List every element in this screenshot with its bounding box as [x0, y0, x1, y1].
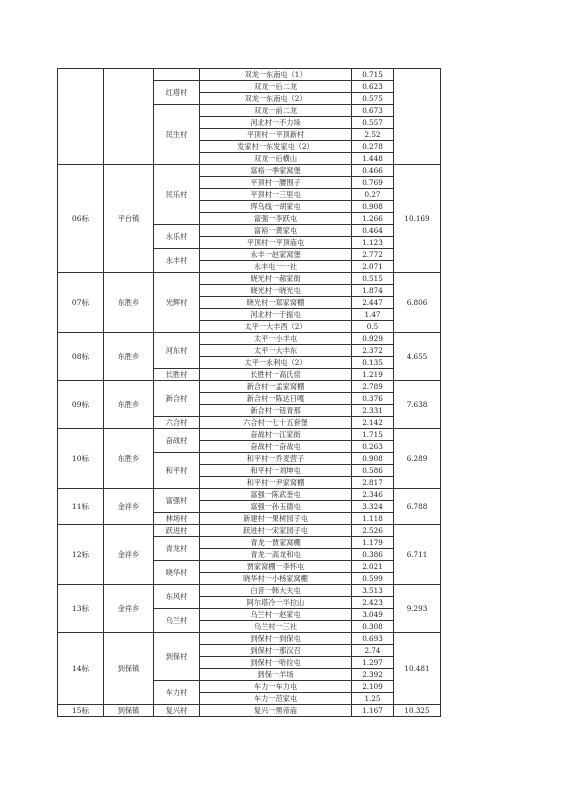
length-cell: 2.772 [352, 249, 394, 261]
section-cell: 06标 [58, 165, 104, 273]
table-row [58, 585, 441, 597]
village-cell: 跃进村 [154, 525, 200, 537]
road-cell: 双龙一东南屯（1） [200, 69, 352, 81]
road-cell: 到保村一那汉召 [200, 645, 352, 657]
road-cell: 双龙一前二龙 [200, 105, 352, 117]
total-cell: 10.169 [394, 165, 441, 273]
length-cell: 0.386 [352, 549, 394, 561]
village-cell: 河东村 [154, 333, 200, 369]
village-cell: 永乐村 [154, 225, 200, 249]
length-cell: 2.392 [352, 669, 394, 681]
table-row [58, 633, 441, 645]
length-cell: 2.346 [352, 489, 394, 501]
village-cell: 红塔村 [154, 81, 200, 105]
length-cell: 1.179 [352, 537, 394, 549]
town-cell: 平台镇 [104, 165, 154, 273]
village-cell: 长胜村 [154, 369, 200, 381]
road-cell: 平顶村一三里屯 [200, 189, 352, 201]
road-cell: 新合村一孟家窝棚 [200, 381, 352, 393]
total-cell: 10.325 [394, 705, 441, 717]
section-cell: 14标 [58, 633, 104, 705]
total-cell: 6.806 [394, 273, 441, 333]
road-cell: 平顶村一腰围子 [200, 177, 352, 189]
road-cell: 太平一小丰屯 [200, 333, 352, 345]
section-cell: 10标 [58, 429, 104, 489]
road-cell: 富裕一季家窝堡 [200, 165, 352, 177]
village-cell: 晓华村 [154, 561, 200, 585]
length-cell: 0.769 [352, 177, 394, 189]
road-cell: 太平一永利屯（2） [200, 357, 352, 369]
length-cell: 1.167 [352, 705, 394, 717]
road-cell: 乌兰村一赵家屯 [200, 609, 352, 621]
town-cell [104, 69, 154, 165]
total-cell [394, 69, 441, 165]
road-cell: 双龙一东南屯（2） [200, 93, 352, 105]
length-cell: 0.623 [352, 81, 394, 93]
length-cell: 1.874 [352, 285, 394, 297]
road-cell: 双龙一后二龙 [200, 81, 352, 93]
town-cell: 金祥乡 [104, 489, 154, 525]
village-cell [154, 69, 200, 81]
road-cell: 六合村一七十五套堡 [200, 417, 352, 429]
total-cell: 7.638 [394, 381, 441, 429]
road-cell: 到保一羊场 [200, 669, 352, 681]
length-cell: 0.586 [352, 465, 394, 477]
total-cell: 6.788 [394, 489, 441, 525]
road-cell: 富裕一黄家屯 [200, 225, 352, 237]
total-cell: 4.655 [394, 333, 441, 381]
town-cell: 到保镇 [104, 633, 154, 705]
length-cell: 1.219 [352, 369, 394, 381]
length-cell: 0.466 [352, 165, 394, 177]
road-cell: 和平村一刘坤屯 [200, 465, 352, 477]
length-cell: 1.25 [352, 693, 394, 705]
length-cell: 3.324 [352, 501, 394, 513]
road-cell: 太平一大丰东 [200, 345, 352, 357]
table-row [58, 429, 441, 441]
length-cell: 0.929 [352, 333, 394, 345]
town-cell: 金祥乡 [104, 585, 154, 633]
village-cell: 车力村 [154, 681, 200, 705]
village-cell: 富强村 [154, 489, 200, 513]
length-cell: 1.123 [352, 237, 394, 249]
length-cell: 0.557 [352, 117, 394, 129]
road-cell: 富强一李跃屯 [200, 213, 352, 225]
length-cell: 2.447 [352, 297, 394, 309]
road-cell: 长胜村一高氏窑 [200, 369, 352, 381]
table-row [58, 381, 441, 393]
road-cell: 和平村一乔麦营子 [200, 453, 352, 465]
road-cell: 平顶村一平顶庙屯 [200, 237, 352, 249]
length-cell: 2.331 [352, 405, 394, 417]
length-cell: 1.266 [352, 213, 394, 225]
village-cell: 和平村 [154, 453, 200, 489]
town-cell: 东胜乡 [104, 381, 154, 429]
length-cell: 0.908 [352, 201, 394, 213]
section-cell: 13标 [58, 585, 104, 633]
table-row [58, 705, 441, 717]
table-row [58, 69, 441, 81]
road-cell: 新合村一陈达日嘎 [200, 393, 352, 405]
town-cell: 东胜乡 [104, 333, 154, 381]
length-cell: 2.817 [352, 477, 394, 489]
total-cell: 6.289 [394, 429, 441, 489]
length-cell: 2.142 [352, 417, 394, 429]
table-row [58, 489, 441, 501]
road-cell: 新合村一钮青那 [200, 405, 352, 417]
total-cell: 10.481 [394, 633, 441, 705]
table-row [58, 333, 441, 345]
village-cell: 东风村 [154, 585, 200, 609]
table-row [58, 165, 441, 177]
section-cell [58, 69, 104, 165]
road-cell: 富强一孙玉德屯 [200, 501, 352, 513]
town-cell: 金祥乡 [104, 525, 154, 585]
village-cell: 六合村 [154, 417, 200, 429]
town-cell: 东胜乡 [104, 429, 154, 489]
village-cell: 青龙村 [154, 537, 200, 561]
length-cell: 0.278 [352, 141, 394, 153]
section-cell: 07标 [58, 273, 104, 333]
length-cell: 0.715 [352, 69, 394, 81]
road-cell: 跃进村一宋家园子屯 [200, 525, 352, 537]
road-cell: 阿尔塔冷一半拉山 [200, 597, 352, 609]
total-cell: 9.293 [394, 585, 441, 633]
road-cell: 富强一陈武奎屯 [200, 489, 352, 501]
total-cell: 6.711 [394, 525, 441, 585]
road-cell: 白音一韩大夫屯 [200, 585, 352, 597]
road-cell: 河北村一不力垛 [200, 117, 352, 129]
length-cell: 0.515 [352, 273, 394, 285]
section-cell: 09标 [58, 381, 104, 429]
village-cell: 复兴村 [154, 705, 200, 717]
village-cell: 永丰村 [154, 249, 200, 273]
road-cell: 河北村一于振屯 [200, 309, 352, 321]
table-row [58, 273, 441, 285]
length-cell: 0.5 [352, 321, 394, 333]
village-cell: 到保村 [154, 633, 200, 681]
data-table [57, 68, 441, 717]
section-cell: 11标 [58, 489, 104, 525]
page-margin [0, 728, 565, 800]
village-cell: 林场村 [154, 513, 200, 525]
road-cell: 车力一范家屯 [200, 693, 352, 705]
section-cell: 12标 [58, 525, 104, 585]
length-cell: 0.673 [352, 105, 394, 117]
road-cell: 奋战村一江家街 [200, 429, 352, 441]
length-cell: 0.908 [352, 453, 394, 465]
village-cell: 民乐村 [154, 165, 200, 225]
length-cell: 0.575 [352, 93, 394, 105]
length-cell: 2.423 [352, 597, 394, 609]
road-cell: 复兴一黑帝庙 [200, 705, 352, 717]
road-cell: 奋战村一奋战屯 [200, 441, 352, 453]
length-cell: 2.789 [352, 381, 394, 393]
village-cell: 乌兰村 [154, 609, 200, 633]
length-cell: 0.27 [352, 189, 394, 201]
length-cell: 2.52 [352, 129, 394, 141]
road-cell: 车力一车力屯 [200, 681, 352, 693]
road-cell: 到保村一到保屯 [200, 633, 352, 645]
length-cell: 2.109 [352, 681, 394, 693]
village-cell: 新合村 [154, 381, 200, 417]
length-cell: 1.448 [352, 153, 394, 165]
road-cell: 和平村一尹家窝棚 [200, 477, 352, 489]
town-cell: 到保镇 [104, 705, 154, 717]
length-cell: 1.715 [352, 429, 394, 441]
road-cell: 晓华村一小杨家窝棚 [200, 573, 352, 585]
length-cell: 0.376 [352, 393, 394, 405]
road-cell: 永丰一赵家窝堡 [200, 249, 352, 261]
road-cell: 乌兰村一三社 [200, 621, 352, 633]
road-cell: 发家村一东发家屯（2） [200, 141, 352, 153]
length-cell: 1.118 [352, 513, 394, 525]
road-cell: 珲乌线一胡家屯 [200, 201, 352, 213]
village-cell: 奋战村 [154, 429, 200, 453]
road-cell: 青龙一高龙和屯 [200, 549, 352, 561]
road-cell: 新建村一果树园子屯 [200, 513, 352, 525]
village-cell: 光辉村 [154, 273, 200, 333]
length-cell: 0.135 [352, 357, 394, 369]
road-cell: 晓光村一郝家街 [200, 273, 352, 285]
length-cell: 0.263 [352, 441, 394, 453]
road-cell: 到保村一哈拉屯 [200, 657, 352, 669]
length-cell: 3.049 [352, 609, 394, 621]
town-cell: 东胜乡 [104, 273, 154, 333]
village-cell: 民生村 [154, 105, 200, 165]
length-cell: 0.693 [352, 633, 394, 645]
road-cell: 太平一大丰西（2） [200, 321, 352, 333]
length-cell: 0.464 [352, 225, 394, 237]
road-cell: 永丰屯一一社 [200, 261, 352, 273]
road-cell: 贾家窝棚一李怀屯 [200, 561, 352, 573]
road-cell: 晓光村一郑家窝棚 [200, 297, 352, 309]
length-cell: 0.308 [352, 621, 394, 633]
length-cell: 2.372 [352, 345, 394, 357]
length-cell: 0.599 [352, 573, 394, 585]
length-cell: 3.513 [352, 585, 394, 597]
road-cell: 平顶村一平顶新村 [200, 129, 352, 141]
table-body [58, 69, 441, 717]
road-cell: 晓光村一晓光屯 [200, 285, 352, 297]
road-cell: 双龙一后横山 [200, 153, 352, 165]
length-cell: 2.071 [352, 261, 394, 273]
length-cell: 1.297 [352, 657, 394, 669]
length-cell: 2.74 [352, 645, 394, 657]
length-cell: 1.47 [352, 309, 394, 321]
road-cell: 青龙一贾家窝棚 [200, 537, 352, 549]
length-cell: 2.021 [352, 561, 394, 573]
table-row [58, 525, 441, 537]
length-cell: 2.526 [352, 525, 394, 537]
section-cell: 15标 [58, 705, 104, 717]
section-cell: 08标 [58, 333, 104, 381]
